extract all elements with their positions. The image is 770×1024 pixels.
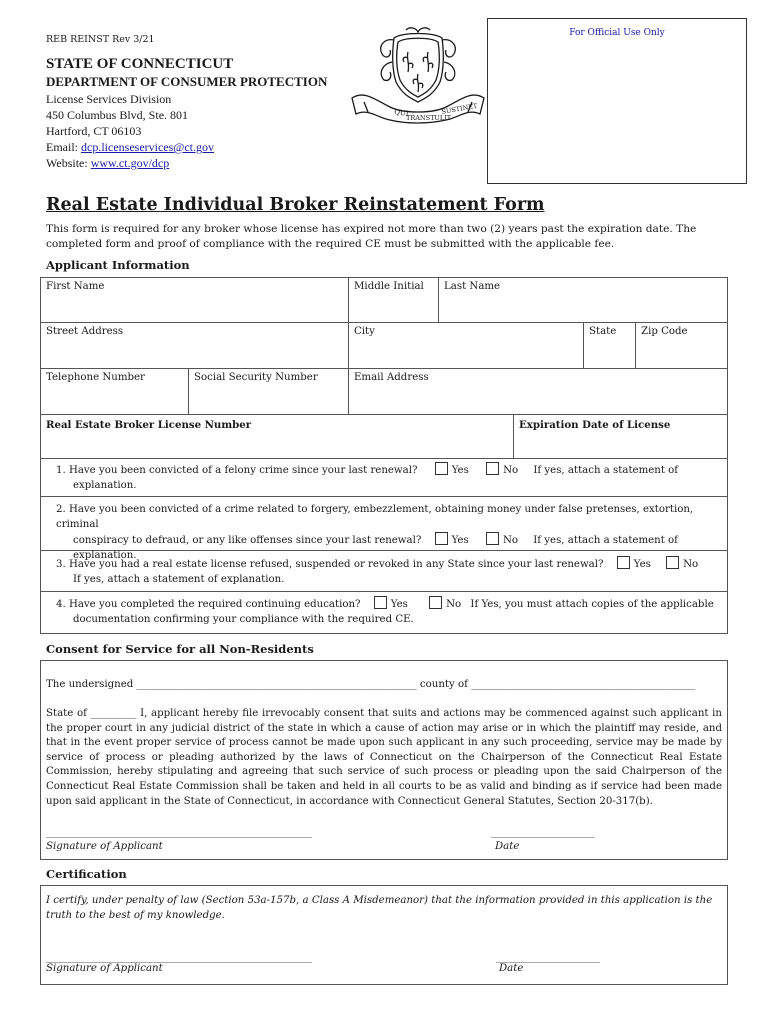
city-address: Hartford, CT 06103: [46, 124, 142, 138]
form-revision-code: REB REINST Rev 3/21: [46, 34, 155, 45]
first-name-field[interactable]: [41, 292, 347, 322]
certification-signature-line[interactable]: ___________________________________________________________: [46, 952, 312, 963]
official-use-box: [487, 18, 747, 184]
certification-box: [40, 885, 728, 985]
consent-date-line[interactable]: _______________________: [491, 827, 595, 838]
certification-date-label: Date: [499, 963, 524, 974]
question-1-yes-checkbox[interactable]: [435, 462, 448, 475]
question-3-no-checkbox[interactable]: [666, 556, 679, 569]
state-label: State: [589, 326, 617, 337]
question-1-no-checkbox[interactable]: [486, 462, 499, 475]
state-field[interactable]: [584, 337, 634, 367]
email-line: [46, 140, 214, 155]
official-use-label: For Official Use Only: [569, 28, 665, 38]
grid-row-divider: [41, 496, 727, 497]
middle-initial-label: Middle Initial: [354, 281, 424, 292]
connecticut-seal-icon: [344, 22, 492, 128]
consent-undersigned-line[interactable]: The undersigned _______________________________________________________ county of ____________________________________________: [46, 679, 696, 690]
zip-code-label: Zip Code: [641, 326, 688, 337]
svg-text:SUSTINET: SUSTINET: [440, 101, 478, 116]
question-4-no-checkbox[interactable]: [429, 596, 442, 609]
consent-date-label: Date: [495, 841, 520, 852]
email-address-field[interactable]: [349, 383, 726, 413]
question-1-continuation: explanation.: [73, 480, 137, 491]
question-2-instruction: If yes, attach a statement of: [533, 535, 678, 546]
department-name: DEPARTMENT OF CONSUMER PROTECTION: [46, 74, 328, 89]
first-name-label: First Name: [46, 281, 105, 292]
question-2-text-line2: conspiracy to defraud, or any like offenses since your last renewal?: [73, 535, 422, 546]
yes-label: Yes: [451, 465, 469, 476]
question-4-instruction: If Yes, you must attach copies of the applicable: [470, 599, 714, 610]
yes-label: Yes: [390, 599, 408, 610]
svg-text:QUI: QUI: [393, 108, 410, 118]
license-number-field[interactable]: [41, 430, 512, 458]
question-3-yes-checkbox[interactable]: [617, 556, 630, 569]
question-4-yes-checkbox[interactable]: [374, 596, 387, 609]
question-1-instruction: If yes, attach a statement of: [533, 465, 679, 476]
certification-signature-label: Signature of Applicant: [46, 963, 163, 974]
certification-statement: I certify, under penalty of law (Section 53a-157b, a Class A Misdemeanor) that the information provided in this application is the truth to the best of my knowledge.: [46, 895, 713, 921]
last-name-field[interactable]: [439, 292, 726, 322]
expiration-date-field[interactable]: [514, 430, 726, 458]
website-label: Website:: [46, 156, 91, 170]
no-label: No: [502, 535, 518, 546]
yes-label: Yes: [451, 535, 469, 546]
consent-signature-line[interactable]: ___________________________________________________________: [46, 827, 312, 838]
telephone-label: Telephone Number: [46, 372, 145, 383]
email-address-label: Email Address: [354, 372, 429, 383]
question-1-text: 1. Have you been convicted of a felony crime since your last renewal?: [56, 465, 418, 476]
applicant-information-heading: Applicant Information: [46, 258, 190, 272]
question-4-continuation: documentation confirming your compliance with the required CE.: [73, 614, 414, 625]
street-address-label: Street Address: [46, 326, 124, 337]
question-3-text: 3. Have you had a real estate license refused, suspended or revoked in any State since your last renewal?: [56, 559, 604, 570]
form-title: Real Estate Individual Broker Reinstatement Form: [46, 195, 545, 215]
applicant-information-grid: [40, 277, 728, 634]
email-link[interactable]: dcp.licenseservices@ct.gov: [81, 140, 215, 154]
telephone-field[interactable]: [41, 383, 187, 413]
grid-row-divider: [41, 414, 727, 415]
consent-heading: Consent for Service for all Non-Residents: [46, 642, 314, 656]
no-label: No: [503, 465, 519, 476]
question-2-text: 2. Have you been convicted of a crime related to forgery, embezzlement, obtaining money under false pretenses, extortion, criminal: [56, 504, 694, 530]
license-number-label: Real Estate Broker License Number: [46, 419, 252, 431]
consent-signature-label: Signature of Applicant: [46, 841, 163, 852]
grid-row-divider: [41, 322, 727, 323]
city-field[interactable]: [349, 337, 582, 367]
form-instructions: This form is required for any broker whose license has expired not more than two (2) years past the expiration date. The completed form and proof of compliance with the required CE must be submitted with the applicable fee.: [46, 223, 697, 250]
website-link[interactable]: www.ct.gov/dcp: [90, 156, 170, 170]
svg-text:TRANSTULIT: TRANSTULIT: [406, 114, 452, 122]
question-2-no-checkbox[interactable]: [486, 532, 499, 545]
middle-initial-field[interactable]: [349, 292, 437, 322]
question-2-yes-checkbox[interactable]: [435, 532, 448, 545]
certification-date-line[interactable]: _______________________: [496, 952, 600, 963]
ssn-label: Social Security Number: [194, 372, 318, 383]
certification-heading: Certification: [46, 867, 127, 881]
state-name: STATE OF CONNECTICUT: [46, 56, 234, 72]
no-label: No: [446, 599, 462, 610]
consent-statement: State of _________ I, applicant hereby file irrevocably consent that suits and actions may be commenced against such applicant in the proper court in any judicial district of the state in which a cause of action may arise or in which the plaintiff may reside, and that in the event proper service of process cannot be made upon such applicant in any such proceeding, service may be made by service of process or pleading authorized by the laws of Connecticut on the Chairperson of the Connecticut Real Estate Commission, hereby stipulating and agreeing that such service of such process or pleading upon the said Chairperson of the Connecticut Real Estate Commission shall be taken and held in all courts to be as valid and binding as if service had been made upon said applicant in the State of Connecticut, in accordance with Connecticut General Statutes, Section 20-317(b).: [46, 708, 722, 807]
expiration-date-label: Expiration Date of License: [519, 419, 671, 431]
email-label: Email:: [46, 140, 81, 154]
consent-box: [40, 660, 728, 860]
zip-code-field[interactable]: [636, 337, 726, 367]
ssn-field[interactable]: [189, 383, 347, 413]
street-address: 450 Columbus Blvd, Ste. 801: [46, 108, 189, 122]
city-label: City: [354, 326, 375, 337]
question-1: [56, 462, 721, 493]
grid-row-divider: [41, 591, 727, 592]
division-name: License Services Division: [46, 92, 172, 106]
question-2-continuation: explanation.: [73, 550, 137, 561]
website-line: [46, 156, 169, 171]
question-3-continuation: If yes, attach a statement of explanation.: [73, 574, 285, 585]
no-label: No: [683, 559, 699, 570]
question-3: [56, 556, 726, 587]
question-4-text: 4. Have you completed the required continuing education?: [56, 599, 361, 610]
last-name-label: Last Name: [444, 281, 501, 292]
question-4: [56, 596, 726, 627]
yes-label: Yes: [633, 559, 651, 570]
grid-row-divider: [41, 458, 727, 459]
street-address-field[interactable]: [41, 337, 347, 367]
question-2: [56, 502, 726, 563]
